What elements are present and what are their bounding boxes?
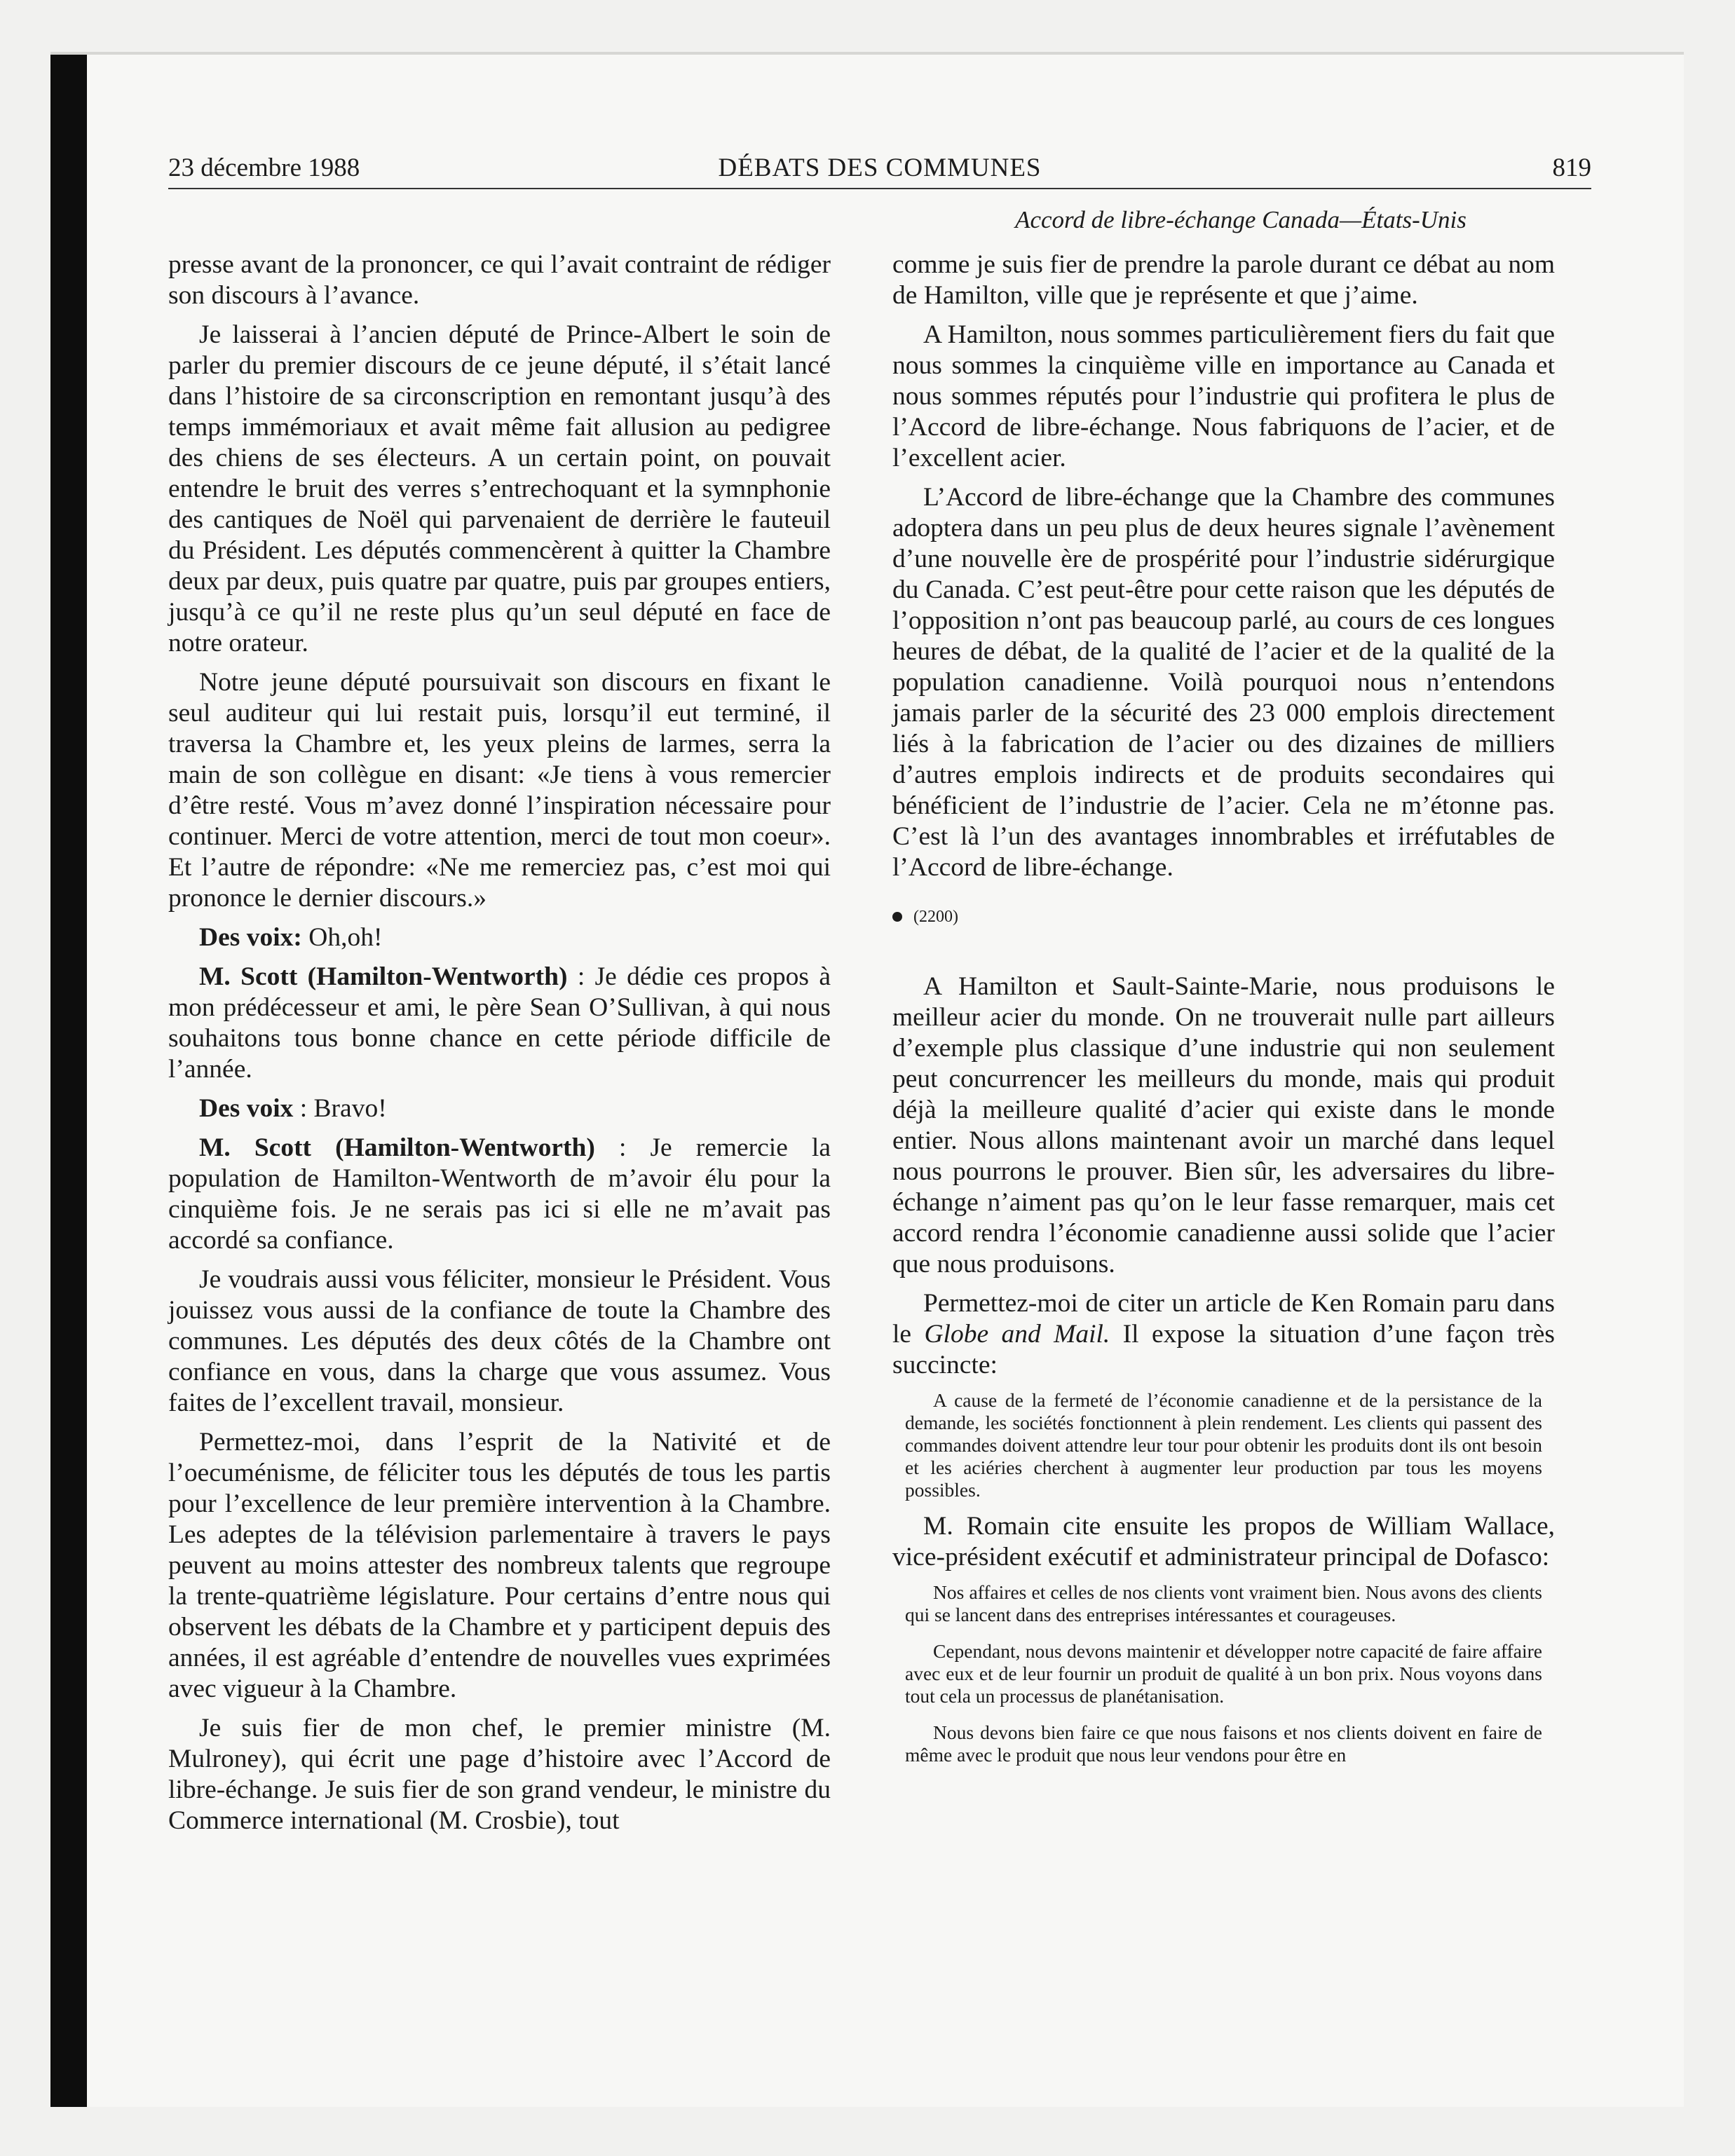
paragraph: A Hamilton, nous sommes particulièrement fiers du fait que nous sommes la cinquième ville en importance au Canada et nous sommes réputés pour l’industrie qui profitera le plus de l’Accord de libre-échange. Nous fabriquons de l’acier, et de l’excellent acier. bbox=[892, 320, 1555, 472]
block-quote: A cause de la fermeté de l’économie canadienne et de la persistance de la demande, les sociétés fonctionnent à plein rendement. Les clients qui passent des commandes doivent attendre leur tour pour obtenir les produits dont ils ont besoin et les aciéries cherchent à augmenter leur production par tous les moyens possibles. bbox=[905, 1389, 1542, 1501]
bullet-icon bbox=[892, 912, 902, 922]
paragraph: Notre jeune député poursuivait son discours en fixant le seul auditeur qui lui restait puis, lorsqu’il eut terminé, il traversa la Chambre et, les yeux pleins de larmes, serra la main de son collègue en disant: «Je tiens à vous remercier d’être resté. Vous m’avez donné l’inspiration nécessaire pour continuer. Merci de votre attention, merci de tout mon coeur». Et l’autre de répondre: «Ne me remerciez pas, c’est moi qui prononce le dernier discours.» bbox=[168, 668, 831, 913]
paragraph: Je laisserai à l’ancien député de Prince-Albert le soin de parler du premier discours de ce jeune député, il s’était lancé dans l’histoire de sa circonscription en remontant jusqu’à des temps immémoriaux et avait même fait allusion au pedigree des chiens de ses électeurs. A un certain point, on pouvait entendre le bruit des verres s’entrechoquant et la symnphonie des cantiques de Noël qui parvenaient de derrière le fauteuil du Président. Les députés commencèrent à quitter la Chambre deux par deux, puis quatre par quatre, puis par groupes entiers, jusqu’à ce qu’il ne reste plus qu’un seul député en face de notre orateur. bbox=[168, 320, 831, 657]
header-rule bbox=[168, 188, 1591, 189]
speech-voices bbox=[168, 1093, 831, 1124]
speech-voices bbox=[168, 922, 831, 953]
paragraph: Je voudrais aussi vous féliciter, monsieur le Président. Vous jouissez vous aussi de la confiance de toute la Chambre des communes. Les députés des deux côtés de la Chambre ont confiance en vous, dans la charge que vous assumez. Vous faites de l’excellent travail, monsieur. bbox=[168, 1265, 831, 1417]
speech-text: : Bravo! bbox=[299, 1094, 387, 1123]
page-number: 819 bbox=[1552, 153, 1591, 182]
speaker-name: M. Scott (Hamilton-Wentworth) bbox=[199, 962, 568, 991]
paragraph: M. Romain cite ensuite les propos de William Wallace, vice-président exécutif et administrateur principal de Dofasco: bbox=[892, 1512, 1555, 1571]
speech-text: : Je dédie ces propos à mon prédécesseur et ami, le père Sean O’Sullivan, à qui nous souhaitons tous bonne chance en cette période difficile de l’année. bbox=[168, 962, 831, 1084]
block-quote: Nous devons bien faire ce que nous faisons et nos clients doivent en faire de même avec le produit que nous leur vendons pour être en bbox=[905, 1721, 1542, 1766]
text-run: Il expose la situation d’une façon très succincte: bbox=[892, 1320, 1555, 1379]
speaker-name: Des voix bbox=[199, 1094, 294, 1123]
header-date: 23 décembre 1988 bbox=[168, 153, 360, 182]
paragraph: Permettez-moi, dans l’esprit de la Nativité et de l’oecuménisme, de féliciter tous les députés de tous les partis pour l’excellence de leur première intervention à la Chambre. Les adeptes de la télévision parlementaire à travers le pays peuvent au moins attester des nombreux talents que regroupe la trente-quatrième législature. Pour certains d’entre nous qui observent les débats de la Chambre et y participent depuis des années, il est agréable d’entendre de nouvelles vues exprimées avec vigueur à la Chambre. bbox=[168, 1428, 831, 1703]
paragraph-citation bbox=[892, 1288, 1555, 1381]
speech-scott bbox=[168, 962, 831, 1085]
paragraph: comme je suis fier de prendre la parole durant ce débat au nom de Hamilton, ville que je représente et que j’aime. bbox=[892, 250, 1555, 310]
speech-text: : Je remercie la population de Hamilton-Wentworth de m’avoir élu pour la cinquième fois. Je ne serais pas ici si elle ne m’avait pas accordé sa confiance. bbox=[168, 1133, 831, 1255]
header-title: DÉBATS DES COMMUNES bbox=[718, 153, 1042, 182]
scan-border bbox=[50, 52, 87, 2107]
speech-scott bbox=[168, 1133, 831, 1256]
block-quote: Nos affaires et celles de nos clients vont vraiment bien. Nous avons des clients qui se lancent dans des entreprises intéressantes et courageuses. bbox=[905, 1581, 1542, 1625]
subject-heading: Accord de libre-échange Canada—États-Unis bbox=[1015, 206, 1467, 233]
scan-top-edge bbox=[50, 52, 1684, 55]
timestamp: (2200) bbox=[913, 908, 958, 926]
time-marker bbox=[892, 901, 1555, 932]
speaker-name: Des voix: bbox=[199, 923, 302, 952]
speaker-name: M. Scott (Hamilton-Wentworth) bbox=[199, 1133, 595, 1162]
left-column bbox=[168, 250, 831, 1845]
publication-title: Globe and Mail. bbox=[924, 1320, 1110, 1349]
paragraph: L’Accord de libre-échange que la Chambre des communes adoptera dans un peu plus de deux heures signale l’avènement d’une nouvelle ère de prospérité pour l’industrie sidérurgique du Canada. C’est peut-être pour cette raison que les députés de l’opposition n’ont pas beaucoup parlé, au cours de ces longues heures de débat, de la qualité de l’acier et de la qualité de la population canadienne. Voilà pourquoi nous n’entendons jamais parler de la sécurité des 23 000 emplois directement liés à la fabrication de l’acier ou des dizaines de milliers d’autres emplois indirects et de produits secondaires qui bénéficient de l’industrie de l’acier. Cela ne m’étonne pas. C’est là l’un des avantages innombrables et irréfutables de l’Accord de libre-échange. bbox=[892, 483, 1555, 882]
paragraph: A Hamilton et Sault-Sainte-Marie, nous produisons le meilleur acier du monde. On ne trouverait nulle part ailleurs d’exemple plus classique d’une industrie qui non seulement peut concurrencer les meilleurs du monde, mais qui produit déjà la meilleure qualité d’acier qui existe dans le monde entier. Nous allons maintenant avoir un marché dans lequel nous pourrons le prouver. Bien sûr, les adversaires du libre-échange n’aiment pas qu’on le leur fasse remarquer, mais cet accord rendra l’économie canadienne aussi solide que l’acier que nous produisons. bbox=[892, 972, 1555, 1278]
right-column bbox=[892, 250, 1555, 1776]
paragraph: presse avant de la prononcer, ce qui l’avait contraint de rédiger son discours à l’avance. bbox=[168, 250, 831, 310]
block-quote: Cependant, nous devons maintenir et développer notre capacité de faire affaire avec eux et de leur fournir un produit de qualité à un bon prix. Nous voyons dans tout cela un processus de planétanisation. bbox=[905, 1640, 1542, 1707]
speech-text: Oh,oh! bbox=[308, 923, 383, 952]
paragraph: Je suis fier de mon chef, le premier ministre (M. Mulroney), qui écrit une page d’histoire avec l’Accord de libre-échange. Je suis fier de son grand vendeur, le ministre du Commerce international (M. Crosbie), tout bbox=[168, 1714, 831, 1835]
text-run: Permettez-moi de citer un article de Ken Romain paru dans le bbox=[892, 1289, 1555, 1349]
